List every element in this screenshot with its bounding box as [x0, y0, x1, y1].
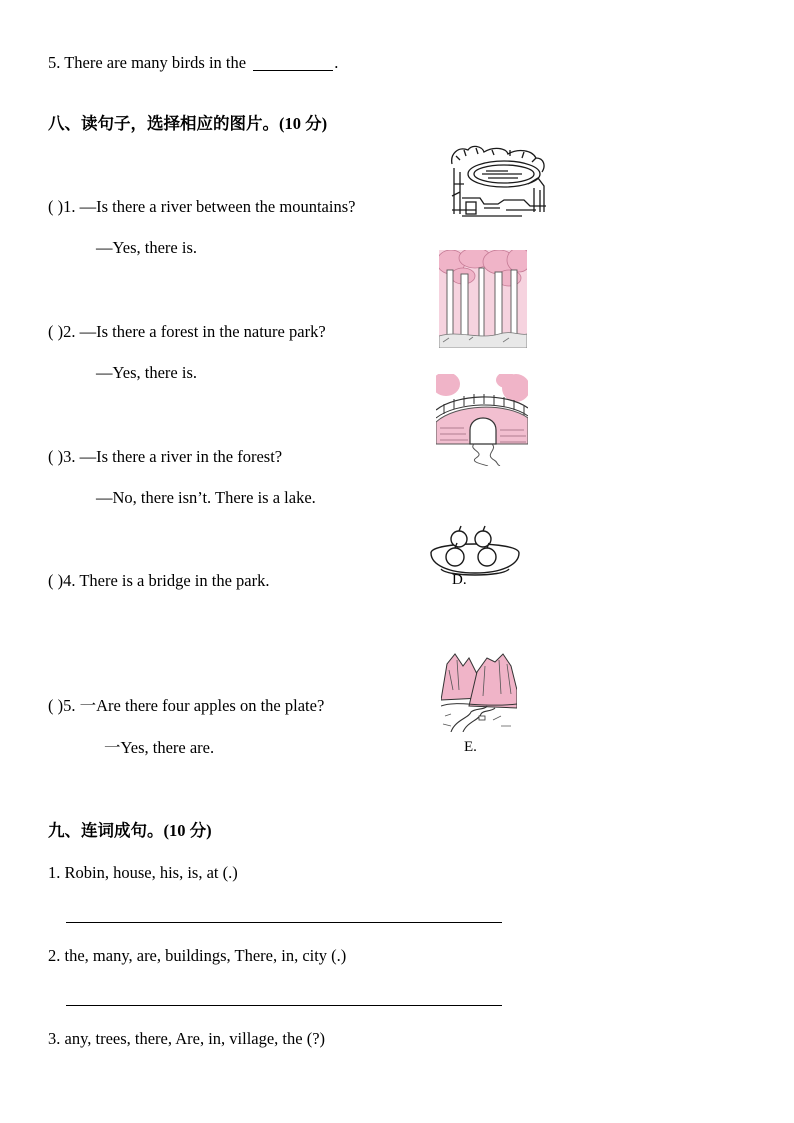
answer-paren[interactable]: ( ): [48, 197, 64, 216]
mountains-river-picture: [441, 650, 517, 732]
match-question-5: ( )5. 一Are there four apples on the plate?: [48, 696, 325, 715]
answer-blank[interactable]: [253, 54, 333, 71]
answer-paren[interactable]: ( ): [48, 571, 64, 590]
match-answer-1: —Yes, there is.: [96, 238, 197, 257]
answer-line-2[interactable]: [66, 1005, 502, 1006]
word-order-question-2: 2. the, many, are, buildings, There, in, city (.): [48, 946, 347, 965]
section-heading-9: 九、连词成句。(10 分): [48, 821, 212, 840]
match-question-1: ( )1. —Is there a river between the mountains?: [48, 197, 356, 216]
lake-picture: [448, 144, 548, 220]
picture-label-e: E.: [464, 739, 477, 755]
fill-blank-question-5: 5. There are many birds in the .: [48, 53, 339, 72]
match-question-2: ( )2. —Is there a forest in the nature park?: [48, 322, 326, 341]
match-answer-2: —Yes, there is.: [96, 363, 197, 382]
word-order-question-3: 3. any, trees, there, Are, in, village, the (?): [48, 1029, 326, 1048]
answer-line-1[interactable]: [66, 922, 502, 923]
picture-label-d: D.: [452, 572, 467, 588]
answer-paren[interactable]: ( ): [48, 322, 64, 341]
forest-picture: [439, 250, 527, 348]
match-question-3: ( )3. —Is there a river in the forest?: [48, 447, 283, 466]
apples-on-plate-picture: [425, 523, 525, 581]
bridge-picture: [436, 374, 528, 466]
answer-paren[interactable]: ( ): [48, 696, 64, 715]
answer-paren[interactable]: ( ): [48, 447, 64, 466]
match-answer-5: 一Yes, there are.: [104, 738, 215, 757]
word-order-question-1: 1. Robin, house, his, is, at (.): [48, 863, 238, 882]
match-answer-3: —No, there isn’t. There is a lake.: [96, 488, 316, 507]
section-heading-8: 八、读句子，选择相应的图片。(10 分): [48, 114, 328, 133]
match-question-4: ( )4. There is a bridge in the park.: [48, 571, 270, 590]
